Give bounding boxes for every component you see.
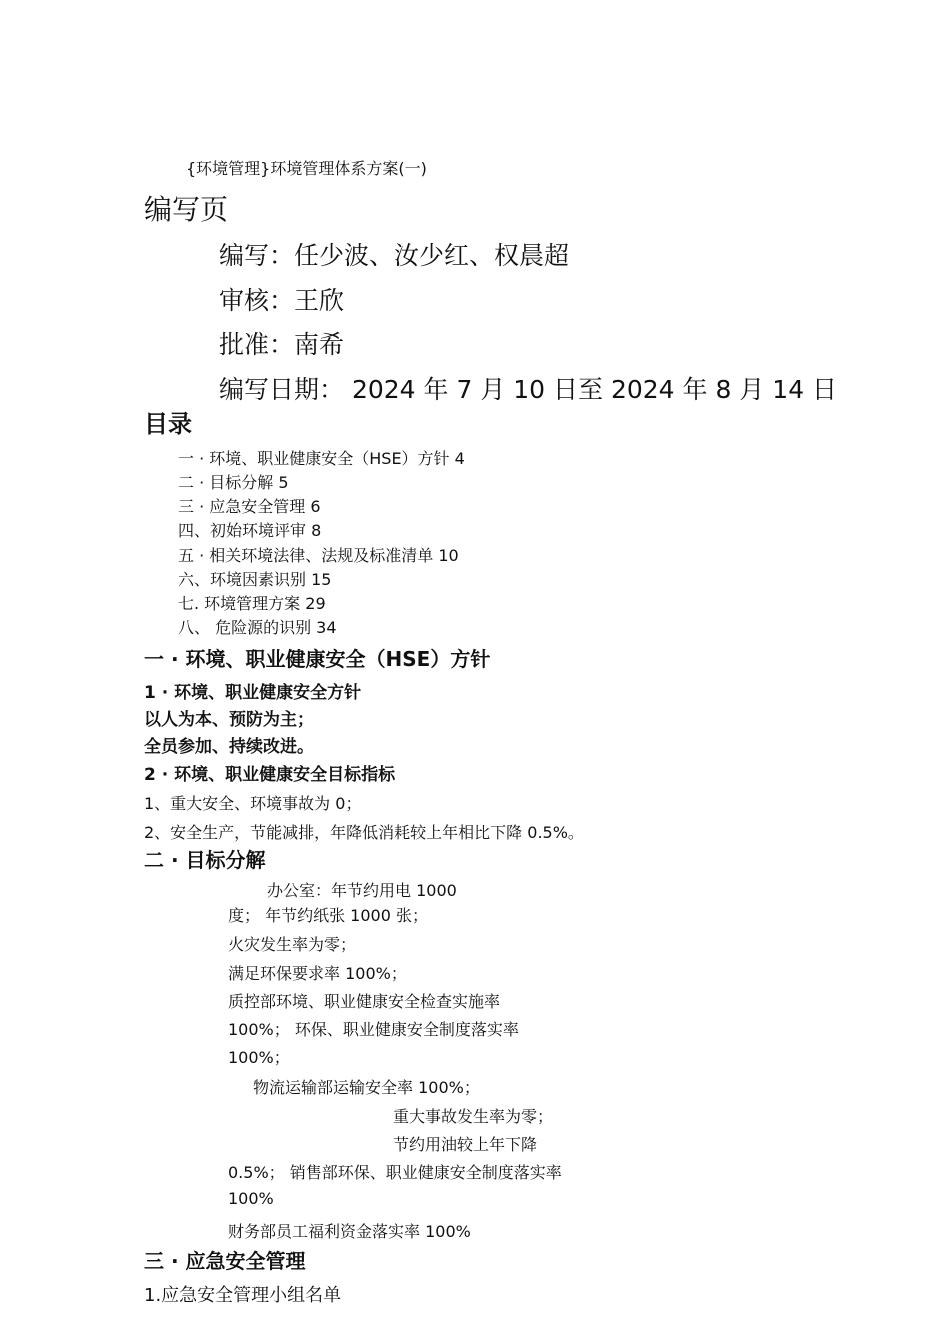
goal-line: 100% bbox=[228, 1189, 274, 1208]
reviewer-line: 审核：王欣 bbox=[219, 286, 345, 315]
goal-line: 火灾发生率为零； bbox=[228, 935, 357, 954]
target-line: 1、重大安全、环境事故为 0； bbox=[144, 794, 362, 813]
goal-line: 质控部环境、职业健康安全检查实施率 bbox=[228, 992, 501, 1011]
date-line: 编写日期： 2024 年 7 月 10 日至 2024 年 8 月 14 日 bbox=[219, 375, 838, 404]
author-line: 编写：任少波、汝少红、权晨超 bbox=[219, 241, 570, 270]
policy-line: 全员参加、持续改进。 bbox=[144, 737, 314, 757]
toc-item[interactable]: 八、 危险源的识别 34 bbox=[178, 618, 337, 637]
goal-line: 物流运输部运输安全率 100%； bbox=[253, 1078, 480, 1097]
document-title: {环境管理}环境管理体系方案(一) bbox=[186, 159, 427, 178]
toc-item[interactable]: 六、环境因素识别 15 bbox=[178, 570, 332, 589]
toc-item[interactable]: 四、初始环境评审 8 bbox=[178, 521, 322, 540]
approver-line: 批准：南希 bbox=[219, 330, 345, 359]
goal-line: 满足环保要求率 100%； bbox=[228, 964, 407, 983]
policy-heading: 1 · 环境、职业健康安全方针 bbox=[144, 683, 362, 703]
goal-line: 财务部员工福利资金落实率 100% bbox=[228, 1222, 471, 1241]
section3-subheading: 1.应急安全管理小组名单 bbox=[144, 1285, 342, 1306]
toc-item[interactable]: 一 · 环境、职业健康安全（HSE）方针 4 bbox=[178, 449, 465, 468]
goal-line: 度； 年节约纸张 1000 张； bbox=[228, 906, 428, 925]
goal-line: 节约用油较上年下降 bbox=[393, 1135, 538, 1154]
toc-item[interactable]: 三 · 应急安全管理 6 bbox=[178, 497, 321, 516]
goal-line: 重大事故发生率为零； bbox=[393, 1107, 554, 1126]
section2-heading: 二 · 目标分解 bbox=[144, 848, 266, 872]
toc-item[interactable]: 五 · 相关环境法律、法规及标准清单 10 bbox=[178, 546, 459, 565]
target-heading: 2 · 环境、职业健康安全目标指标 bbox=[144, 765, 396, 785]
target-line: 2、安全生产，节能减排，年降低消耗较上年相比下降 0.5%。 bbox=[144, 823, 584, 842]
section1-heading: 一 · 环境、职业健康安全（HSE）方针 bbox=[144, 647, 491, 671]
toc-item[interactable]: 七. 环境管理方案 29 bbox=[178, 594, 326, 613]
compile-page-heading: 编写页 bbox=[144, 193, 229, 226]
policy-line: 以人为本、预防为主； bbox=[144, 710, 314, 730]
goal-line: 100%； bbox=[228, 1048, 290, 1067]
goal-line: 办公室：年节约用电 1000 bbox=[267, 881, 457, 900]
toc-item[interactable]: 二 · 目标分解 5 bbox=[178, 473, 289, 492]
goal-line: 0.5%； 销售部环保、职业健康安全制度落实率 bbox=[228, 1163, 562, 1182]
goal-line: 100%； 环保、职业健康安全制度落实率 bbox=[228, 1020, 519, 1039]
section3-heading: 三 · 应急安全管理 bbox=[144, 1249, 306, 1273]
toc-heading: 目录 bbox=[144, 410, 192, 438]
